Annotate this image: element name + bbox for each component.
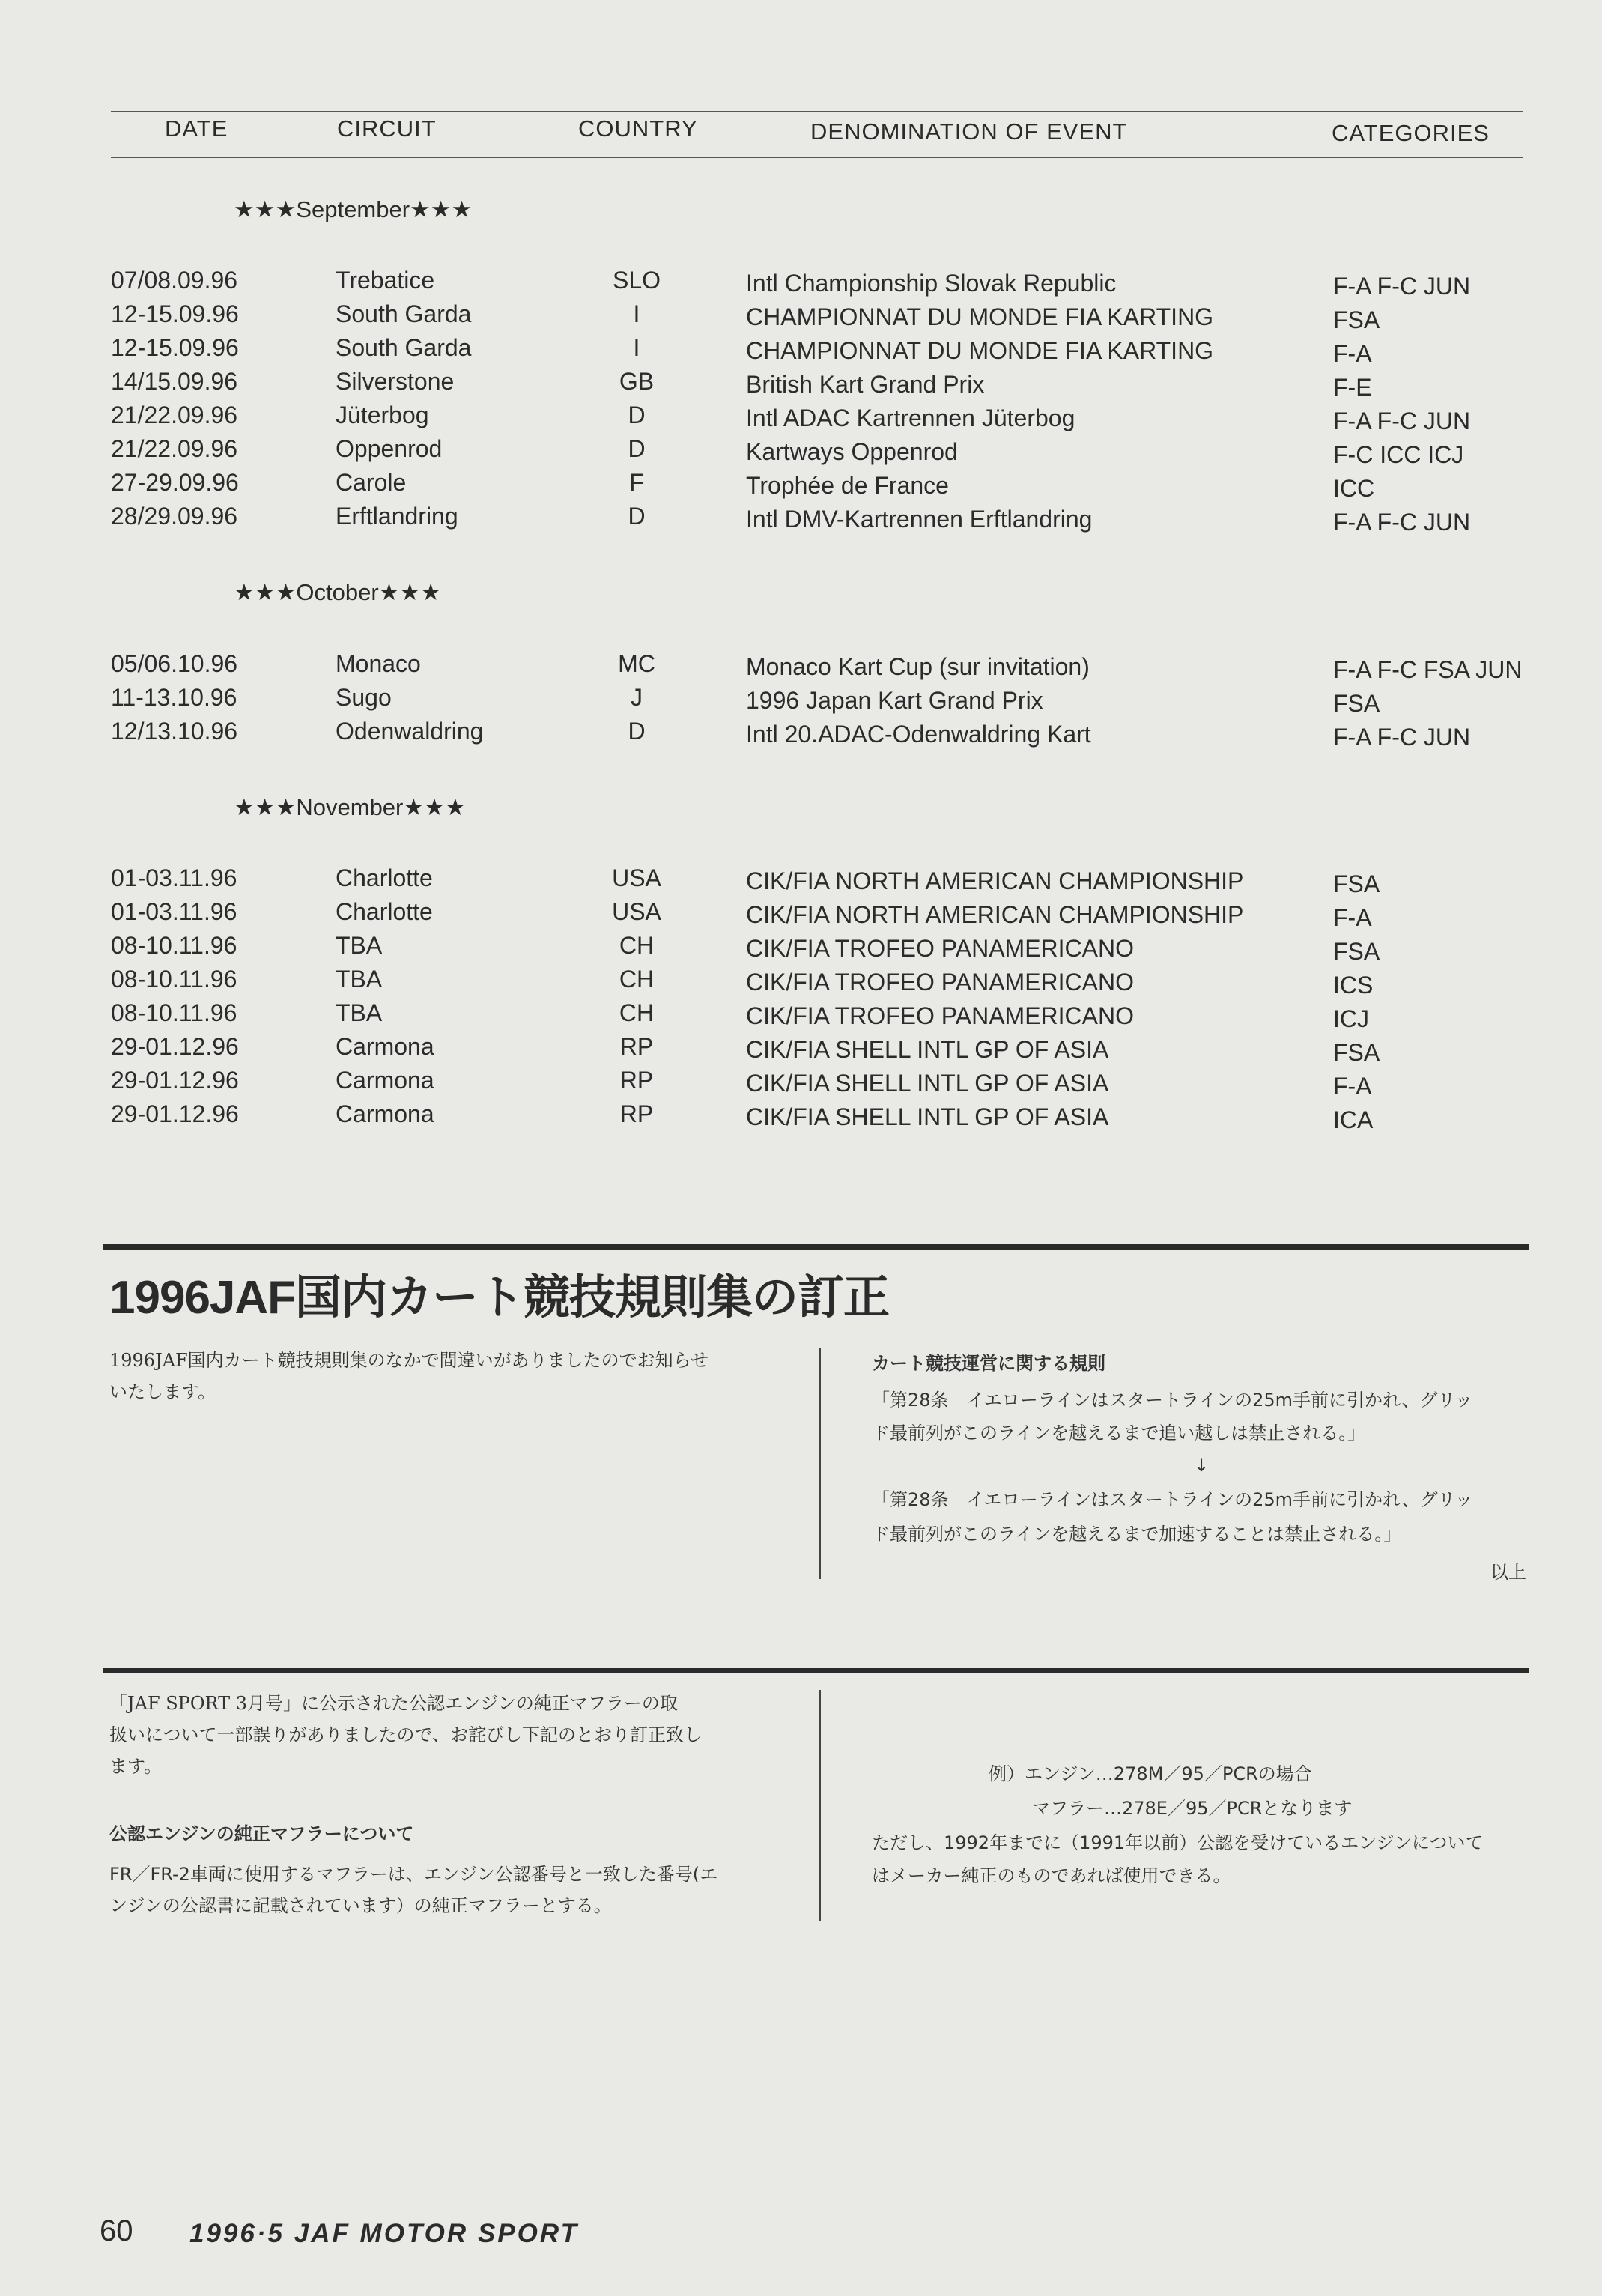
note-line-1: ただし、1992年までに（1991年以前）公認を受けているエンジンについて	[872, 1832, 1484, 1853]
event-country: RP	[619, 1033, 654, 1060]
muffler-body-line-2: ンジンの公認書に記載されています）の純正マフラーとする。	[109, 1895, 612, 1916]
muffler-intro-line-2: 扱いについて一部誤りがありましたので、お詫びし下記のとおり訂正致し	[109, 1724, 703, 1745]
event-name: 1996 Japan Kart Grand Prix	[746, 687, 1043, 714]
event-name: Intl DMV-Kartrennen Erftlandring	[746, 506, 1093, 533]
event-country: RP	[619, 1100, 654, 1127]
event-circuit: Sugo	[336, 684, 392, 711]
event-categories: F-E	[1333, 374, 1372, 401]
event-categories: ICA	[1333, 1106, 1374, 1133]
event-categories: FSA	[1333, 306, 1380, 333]
event-categories: ICS	[1333, 972, 1374, 999]
event-date: 29-01.12.96	[111, 1033, 239, 1060]
event-circuit: South Garda	[336, 334, 472, 361]
event-circuit: Jüterbog	[336, 402, 429, 428]
event-circuit: TBA	[336, 932, 383, 959]
event-date: 01-03.11.96	[111, 864, 237, 891]
header-date: DATE	[165, 115, 228, 142]
muffler-heading: 公認エンジンの純正マフラーについて	[109, 1823, 414, 1844]
event-country: CH	[619, 966, 655, 993]
event-categories: F-C ICC ICJ	[1333, 441, 1464, 468]
event-date: 01-03.11.96	[111, 898, 237, 925]
event-name: CIK/FIA TROFEO PANAMERICANO	[746, 1002, 1134, 1029]
event-name: CIK/FIA NORTH AMERICAN CHAMPIONSHIP	[746, 867, 1244, 894]
note-line-2: はメーカー純正のものであれば使用できる。	[872, 1865, 1231, 1886]
event-name: CIK/FIA TROFEO PANAMERICANO	[746, 935, 1134, 962]
event-date: 29-01.12.96	[111, 1100, 239, 1127]
rule-before-line-1: 「第28条 イエローラインはスタートラインの25m手前に引かれ、グリッ	[872, 1390, 1473, 1411]
event-categories: F-A	[1333, 904, 1372, 931]
arrow-down-icon: ↓	[1194, 1455, 1210, 1476]
event-categories: F-A	[1333, 1073, 1372, 1100]
event-circuit: Charlotte	[336, 864, 433, 891]
rule-after-line-1: 「第28条 イエローラインはスタートラインの25m手前に引かれ、グリッ	[872, 1489, 1473, 1510]
event-country: J	[631, 684, 643, 711]
event-circuit: Silverstone	[336, 368, 455, 395]
month-heading: ★★★September★★★	[234, 196, 473, 222]
muffler-body-line-1: FR／FR-2車両に使用するマフラーは、エンジン公認番号と一致した番号(エ	[109, 1864, 718, 1885]
event-name: CIK/FIA SHELL INTL GP OF ASIA	[746, 1036, 1109, 1063]
event-date: 21/22.09.96	[111, 402, 238, 428]
muffler-column-divider	[819, 1690, 821, 1921]
event-circuit: Monaco	[336, 650, 421, 677]
table-header-rule	[111, 157, 1523, 158]
header-event: DENOMINATION OF EVENT	[810, 118, 1128, 145]
event-date: 12-15.09.96	[111, 300, 239, 327]
table-top-rule	[111, 111, 1523, 112]
event-circuit: South Garda	[336, 300, 472, 327]
event-country: I	[633, 334, 640, 361]
event-country: SLO	[612, 267, 661, 294]
event-name: CIK/FIA TROFEO PANAMERICANO	[746, 969, 1134, 996]
event-circuit: Trebatice	[336, 267, 435, 294]
event-categories: FSA	[1333, 1039, 1380, 1066]
event-date: 11-13.10.96	[111, 684, 237, 711]
event-date: 12/13.10.96	[111, 718, 238, 745]
correction-intro-line-2: いたします。	[109, 1381, 216, 1402]
column-divider	[819, 1348, 821, 1579]
event-country: CH	[619, 999, 655, 1026]
event-name: Intl ADAC Kartrennen Jüterbog	[746, 405, 1075, 431]
event-categories: FSA	[1333, 690, 1380, 717]
event-name: Kartways Oppenrod	[746, 438, 958, 465]
month-heading: ★★★November★★★	[234, 794, 466, 820]
event-country: D	[628, 718, 646, 745]
event-categories: F-A F-C JUN	[1333, 273, 1471, 300]
event-date: 12-15.09.96	[111, 334, 239, 361]
event-categories: ICJ	[1333, 1005, 1369, 1032]
event-name: Trophée de France	[746, 472, 949, 499]
event-categories: F-A F-C FSA JUN	[1333, 656, 1523, 683]
event-name: CIK/FIA SHELL INTL GP OF ASIA	[746, 1070, 1109, 1097]
section-title: 1996JAF国内カート競技規則集の訂正	[109, 1272, 890, 1324]
end-mark: 以上	[1490, 1562, 1526, 1583]
section-rule-bottom	[103, 1668, 1529, 1673]
header-circuit: CIRCUIT	[337, 115, 437, 142]
event-date: 08-10.11.96	[111, 932, 237, 959]
rule-before-line-2: ド最前列がこのラインを越えるまで追い越しは禁止される。」	[872, 1423, 1366, 1444]
event-name: British Kart Grand Prix	[746, 371, 985, 398]
event-categories: F-A F-C JUN	[1333, 408, 1471, 434]
publication-title: 1996·5 JAF MOTOR SPORT	[189, 2219, 579, 2248]
event-country: D	[628, 435, 646, 462]
event-circuit: TBA	[336, 966, 383, 993]
event-categories: FSA	[1333, 938, 1380, 965]
muffler-intro-line-1: 「JAF SPORT 3月号」に公示された公認エンジンの純正マフラーの取	[109, 1693, 678, 1714]
rule-after-line-2: ド最前列がこのラインを越えるまで加速することは禁止される。」	[872, 1524, 1402, 1545]
event-name: CHAMPIONNAT DU MONDE FIA KARTING	[746, 303, 1214, 330]
muffler-intro-line-3: ます。	[109, 1756, 163, 1777]
example-line-1: 例）エンジン…278M／95／PCRの場合	[989, 1763, 1312, 1784]
event-name: CIK/FIA SHELL INTL GP OF ASIA	[746, 1103, 1109, 1130]
event-country: CH	[619, 932, 655, 959]
event-categories: ICC	[1333, 475, 1375, 502]
event-circuit: Erftlandring	[336, 503, 458, 530]
event-country: F	[629, 469, 644, 496]
event-circuit: Carmona	[336, 1033, 434, 1060]
event-date: 05/06.10.96	[111, 650, 238, 677]
rule-heading: カート競技運営に関する規則	[872, 1353, 1105, 1374]
event-date: 14/15.09.96	[111, 368, 238, 395]
event-circuit: TBA	[336, 999, 383, 1026]
event-country: I	[633, 300, 640, 327]
month-heading: ★★★October★★★	[234, 579, 442, 605]
event-date: 29-01.12.96	[111, 1067, 239, 1094]
event-date: 28/29.09.96	[111, 503, 238, 530]
event-categories: F-A	[1333, 340, 1372, 367]
header-categories: CATEGORIES	[1332, 120, 1490, 146]
event-name: Intl 20.ADAC-Odenwaldring Kart	[746, 721, 1091, 748]
event-date: 21/22.09.96	[111, 435, 238, 462]
event-categories: FSA	[1333, 870, 1380, 897]
section-rule-top	[103, 1244, 1529, 1250]
header-country: COUNTRY	[578, 115, 698, 142]
event-country: USA	[612, 898, 661, 925]
event-circuit: Carmona	[336, 1100, 434, 1127]
event-date: 27-29.09.96	[111, 469, 239, 496]
event-date: 07/08.09.96	[111, 267, 238, 294]
event-date: 08-10.11.96	[111, 966, 237, 993]
event-name: Monaco Kart Cup (sur invitation)	[746, 653, 1090, 680]
event-name: CIK/FIA NORTH AMERICAN CHAMPIONSHIP	[746, 901, 1244, 928]
event-country: USA	[612, 864, 661, 891]
event-circuit: Charlotte	[336, 898, 433, 925]
event-name: Intl Championship Slovak Republic	[746, 270, 1117, 297]
event-country: GB	[619, 368, 655, 395]
event-country: MC	[618, 650, 655, 677]
event-circuit: Carmona	[336, 1067, 434, 1094]
page-number: 60	[100, 2214, 133, 2247]
event-date: 08-10.11.96	[111, 999, 237, 1026]
event-country: D	[628, 402, 646, 428]
event-name: CHAMPIONNAT DU MONDE FIA KARTING	[746, 337, 1214, 364]
event-categories: F-A F-C JUN	[1333, 724, 1471, 751]
event-country: D	[628, 503, 646, 530]
event-categories: F-A F-C JUN	[1333, 509, 1471, 536]
correction-intro-line-1: 1996JAF国内カート競技規則集のなかで間違いがありましたのでお知らせ	[109, 1350, 709, 1371]
event-circuit: Carole	[336, 469, 407, 496]
example-line-2: マフラー…278E／95／PCRとなります	[1032, 1798, 1353, 1819]
event-circuit: Oppenrod	[336, 435, 443, 462]
event-country: RP	[619, 1067, 654, 1094]
event-circuit: Odenwaldring	[336, 718, 484, 745]
